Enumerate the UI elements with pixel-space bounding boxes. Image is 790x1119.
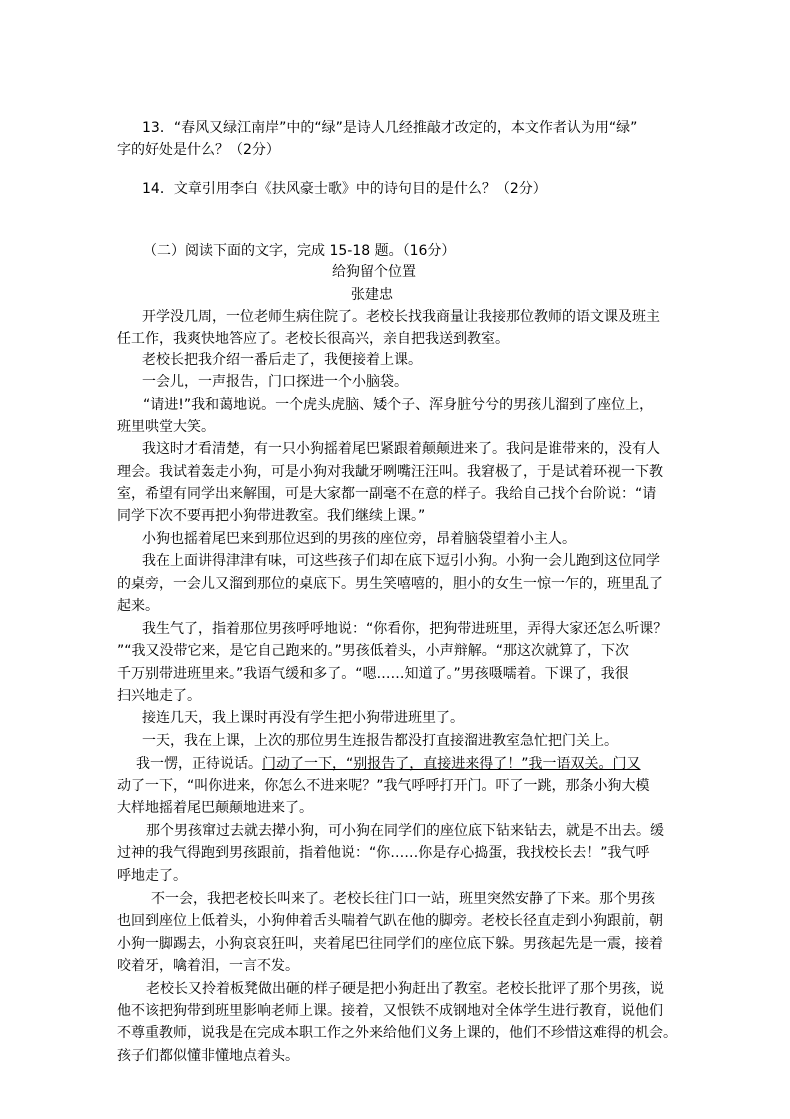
text-line: 不尊重教师，说我是在完成本职工作之外来给他们义务上课的，他们不珍惜这难得的机会。 [117,1025,677,1041]
text-line: 一会儿，一声报告，门口探进一个小脑袋。 [142,374,408,390]
text-line: 动了一下，“叫你进来，你怎么不进来呢？”我气呼呼打开门。吓了一跳，那条小狗大模 [117,778,650,794]
question-13-line: 13．“春风又绿江南岸”中的“绿”是诗人几经推敲才改定的，本文作者认为用“绿” [142,120,638,136]
question-14: 14．文章引用李白《扶风豪士歌》中的诗句目的是什么？（2分） [142,181,547,197]
text-line: 过神的我气得跑到男孩跟前，指着他说：“你……你是存心捣蛋，我找校长去！”我气呼 [117,845,650,861]
text-line: 接连几天，我上课时再没有学生把小狗带进班里了。 [142,710,464,726]
text-line: 一天，我在上课，上次的那位男生连报告都没打直接溜进教室急忙把门关上。 [142,733,618,749]
text-line: 老校长把我介绍一番后走了，我便接着上课。 [142,352,422,368]
text-line: 那个男孩窜过去就去撵小狗，可小狗在同学们的座位底下钻来钻去，就是不出去。缓 [146,823,664,839]
text-line: ”“我又没带它来，是它自己跑来的。”男孩低着头，小声辩解。“那这次就算了，下次 [117,643,630,659]
text-line: 他不该把狗带到班里影响老师上课。接着，又恨铁不成钢地对全体学生进行教育，说他们 [117,1003,663,1019]
text-line: 我在上面讲得津津有味，可这些孩子们却在底下逗引小狗。小狗一会儿跑到这位同学 [142,553,660,569]
question-13-line: 字的好处是什么？（2分） [117,142,280,158]
text-line: 小狗也摇着尾巴来到那位迟到的男孩的座位旁，昂着脑袋望着小主人。 [142,531,576,547]
text-line: 开学没几周，一位老师生病住院了。老校长找我商量让我接那位教师的语文课及班主 [142,309,660,325]
text-segment: 我一愣，正待说话。 [136,756,262,772]
text-line: 的桌旁，一会儿又溜到那位的桌底下。男生笑嘻嘻的，胆小的女生一惊一乍的，班里乱了 [117,576,663,592]
text-line: 不一会，我把老校长叫来了。老校长往门口一站，班里突然安静了下来。那个男孩 [151,891,655,907]
text-line: 室，希望有同学出来解围，可是大家都一副毫不在意的样子。我给自己找个台阶说：“请 [117,486,657,502]
text-line: “请进!”我和蔼地说。一个虎头虎脑、矮个子、浑身脏兮兮的男孩儿溜到了座位上， [143,397,654,413]
text-line: 千万别带进班里来。”我语气缓和多了。“嗯……知道了。”男孩嗫嚅着。下课了，我很 [117,666,629,682]
section-instruction: （二）阅读下面的文字，完成 15-18 题。（16分） [143,243,456,259]
text-line: 理会。我试着轰走小狗，可是小狗对我龇牙咧嘴汪汪叫。我窘极了，于是试着环视一下教 [117,464,663,480]
text-line: 咬着牙，噙着泪，一言不发。 [117,958,299,974]
text-line: 老校长又拎着板凳做出砸的样子硬是把小狗赶出了教室。老校长批评了那个男孩，说 [146,981,664,997]
article-title: 给狗留个位置 [332,264,416,280]
text-line: 班里哄堂大笑。 [117,419,215,435]
underlined-text: 门动了一下，“别报告了，直接进来得了！”我一语双关。门又 [262,756,641,772]
text-line: 呼地走了。 [117,868,187,884]
text-line: 也回到座位上低着头，小狗伸着舌头喘着气趴在他的脚旁。老校长径直走到小狗跟前，朝 [117,913,663,929]
text-line: 起来。 [117,598,159,614]
text-line: 扫兴地走了。 [117,688,201,704]
text-line: 孩子们都似懂非懂地点着头。 [117,1048,299,1064]
text-line: 我这时才看清楚，有一只小狗摇着尾巴紧跟着颠颠进来了。我问是谁带来的，没有人 [142,441,660,457]
text-line: 同学下次不要再把小狗带进教室。我们继续上课。” [117,508,426,524]
text-line: 我生气了，指着那位男孩呼呼地说：“你看你，把狗带进班里，弄得大家还怎么听课？ [142,621,668,637]
text-line: 任工作，我爽快地答应了。老校长很高兴，亲自把我送到教室。 [117,331,509,347]
text-line [136,756,641,772]
text-line: 大样地摇着尾巴颠颠地进来了。 [117,800,313,816]
article-author: 张建忠 [351,287,393,303]
text-line: 小狗一脚踢去，小狗哀哀狂叫，夹着尾巴往同学们的座位底下躲。男孩起先是一震，接着 [117,936,663,952]
